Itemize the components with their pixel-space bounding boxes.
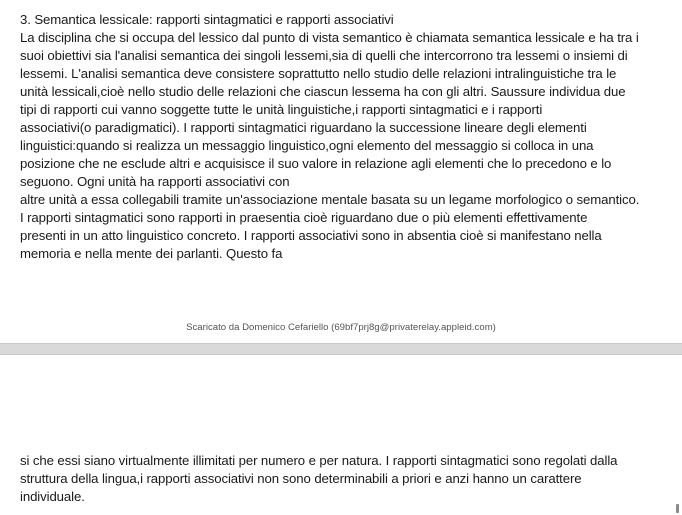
paragraph-line: tipi di rapporti cui vanno soggette tutte le unità linguistiche,i rapporti sintagmatici e i rapporti (20, 102, 543, 117)
paragraph-line: posizione che ne esclude altri e acquisisce il suo valore in relazione agli elementi che lo precedono e lo (20, 156, 612, 171)
download-watermark-footer: Scaricato da Domenico Cefariello (69bf7prj8g@privaterelay.appleid.com) (186, 322, 496, 333)
paragraph-line: si che essi siano virtualmente illimitati per numero e per natura. I rapporti sintagmatici sono regolati dalla (20, 453, 618, 468)
paragraph-line: linguistici:quando si realizza un messaggio linguistico,ogni elemento del messaggio si colloca in una (20, 138, 594, 153)
paragraph-line: memoria e nella mente dei parlanti. Questo fa (20, 246, 283, 261)
paragraph-line: associativi(o paradigmatici). I rapporti sintagmatici riguardano la successione lineare degli elementi (20, 120, 587, 135)
paragraph-line: struttura della lingua,i rapporti associativi non sono determinabili a priori e anzi hanno un carattere (20, 471, 582, 486)
paragraph-line: individuale. (20, 489, 85, 504)
document-page-2 (0, 355, 682, 515)
paragraph-line: La disciplina che si occupa del lessico dal punto di vista semantico è chiamata semantica lessicale e ha tra i (20, 30, 639, 45)
paragraph-line: suoi obiettivi sia l'analisi semantica dei singoli lessemi,sia di quelli che intercorrono tra lessemi o insiemi di (20, 48, 628, 63)
paragraph-line: altre unità a essa collegabili tramite un'associazione mentale basata su un legame morfologico o semantico. (20, 192, 640, 207)
page-separator (0, 343, 682, 355)
paragraph-line: lessemi. L'analisi semantica deve consistere soprattutto nello studio delle relazioni intralinguistiche tra le (20, 66, 617, 81)
paragraph-line: I rapporti sintagmatici sono rapporti in praesentia cioè riguardano due o più elementi effettivamente (20, 210, 588, 225)
paragraph-line: seguono. Ogni unità ha rapporti associativi con (20, 174, 290, 189)
paragraph-line: unità lessicali,cioè nello studio delle relazioni che ciascun lessema ha con gli altri. Saussure individua due (20, 84, 626, 99)
scrollbar-thumb[interactable] (676, 504, 679, 513)
paragraph-line: presenti in un atto linguistico concreto. I rapporti associativi sono in absentia cioè si manifestano nella (20, 228, 602, 243)
section-heading: 3. Semantica lessicale: rapporti sintagmatici e rapporti associativi (20, 12, 394, 27)
